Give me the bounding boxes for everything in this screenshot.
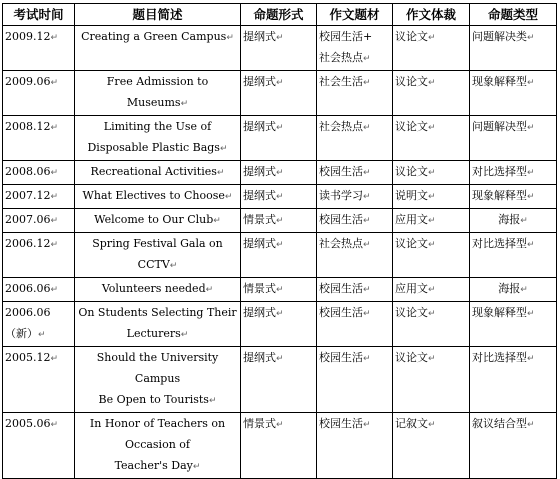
material-line bbox=[319, 185, 390, 208]
title-line bbox=[77, 116, 238, 137]
cell-type bbox=[470, 71, 557, 116]
date-text: 2009.06 bbox=[5, 75, 51, 88]
cell-title bbox=[75, 413, 241, 479]
cell-form bbox=[241, 185, 317, 209]
paragraph-mark: ↵ bbox=[428, 216, 436, 226]
cell-title bbox=[75, 209, 241, 233]
cell-form bbox=[241, 209, 317, 233]
paragraph-mark: ↵ bbox=[527, 78, 535, 88]
cell-material bbox=[317, 278, 393, 302]
cell-date bbox=[3, 116, 75, 161]
material-text: 校园生活 bbox=[319, 351, 363, 364]
header-date: 考试时间 bbox=[3, 4, 75, 26]
paragraph-mark: ↵ bbox=[527, 309, 535, 319]
genre-text: 应用文 bbox=[395, 213, 428, 226]
type-text: 问题解决类 bbox=[472, 30, 527, 43]
paragraph-mark: ↵ bbox=[50, 240, 59, 250]
paragraph-mark: ↵ bbox=[527, 420, 535, 430]
material-text: 社会热点 bbox=[319, 237, 363, 250]
date-text: 2008.06 bbox=[5, 165, 51, 178]
genre-text: 议论文 bbox=[395, 75, 428, 88]
title-line bbox=[77, 254, 238, 277]
form-text: 提纲式 bbox=[243, 75, 276, 88]
paragraph-mark: ↵ bbox=[50, 285, 59, 295]
type-text: 叙议结合型 bbox=[472, 417, 527, 430]
cell-type bbox=[470, 116, 557, 161]
cell-type bbox=[470, 209, 557, 233]
title-text: Creating a Green Campus bbox=[81, 30, 227, 43]
genre-text: 议论文 bbox=[395, 237, 428, 250]
material-text: 校园生活 bbox=[319, 417, 363, 430]
header-type: 命题类型 bbox=[470, 4, 557, 26]
paragraph-mark: ↵ bbox=[50, 168, 59, 178]
title-line bbox=[77, 413, 238, 434]
paragraph-mark: ↵ bbox=[50, 78, 59, 88]
cell-title bbox=[75, 185, 241, 209]
type-text: 海报 bbox=[498, 282, 521, 295]
cell-genre bbox=[393, 278, 470, 302]
cell-form bbox=[241, 116, 317, 161]
title-text: What Electives to Choose bbox=[82, 189, 225, 202]
title-text: Volunteers needed bbox=[101, 282, 206, 295]
table-body bbox=[3, 26, 557, 479]
title-text: CCTV bbox=[137, 258, 170, 271]
paragraph-mark: ↵ bbox=[216, 168, 225, 178]
date-text: 2008.12 bbox=[5, 120, 51, 133]
date-text: 2006.06 bbox=[5, 282, 51, 295]
genre-text: 记叙文 bbox=[395, 417, 428, 430]
cell-form bbox=[241, 71, 317, 116]
cell-date bbox=[3, 413, 75, 479]
form-text: 情景式 bbox=[243, 282, 276, 295]
title-line bbox=[77, 434, 238, 455]
table-row bbox=[3, 161, 557, 185]
type-text: 对比选择型 bbox=[472, 237, 527, 250]
paragraph-mark: ↵ bbox=[219, 144, 228, 154]
material-text: 校园生活 bbox=[319, 306, 363, 319]
title-line bbox=[77, 137, 238, 160]
cell-genre bbox=[393, 161, 470, 185]
cell-form bbox=[241, 26, 317, 71]
header-form: 命题形式 bbox=[241, 4, 317, 26]
material-line bbox=[319, 233, 390, 256]
title-line bbox=[77, 278, 238, 301]
cell-material bbox=[317, 413, 393, 479]
material-text: 社会热点 bbox=[319, 120, 363, 133]
date-text: 2005.12 bbox=[5, 351, 51, 364]
material-line bbox=[319, 116, 390, 139]
paragraph-mark: ↵ bbox=[527, 123, 535, 133]
table-row bbox=[3, 347, 557, 413]
cell-genre bbox=[393, 302, 470, 347]
title-line bbox=[77, 368, 238, 389]
material-text: 校园生活 bbox=[319, 213, 363, 226]
type-text: 现象解释型 bbox=[472, 189, 527, 202]
paragraph-mark: ↵ bbox=[180, 330, 189, 340]
title-line bbox=[77, 185, 238, 208]
cell-genre bbox=[393, 26, 470, 71]
header-title: 题目简述 bbox=[75, 4, 241, 26]
paragraph-mark: ↵ bbox=[363, 78, 371, 88]
paragraph-mark: ↵ bbox=[363, 354, 371, 364]
paragraph-mark: ↵ bbox=[192, 462, 201, 472]
table-row bbox=[3, 413, 557, 479]
paragraph-mark: ↵ bbox=[428, 33, 436, 43]
cell-genre bbox=[393, 71, 470, 116]
cell-date bbox=[3, 347, 75, 413]
table-row bbox=[3, 302, 557, 347]
exam-topics-table bbox=[2, 3, 557, 479]
paragraph-mark: ↵ bbox=[428, 168, 436, 178]
cell-material bbox=[317, 233, 393, 278]
paragraph-mark: ↵ bbox=[428, 240, 436, 250]
paragraph-mark: ↵ bbox=[527, 240, 535, 250]
type-text: 问题解决型 bbox=[472, 120, 527, 133]
paragraph-mark: ↵ bbox=[527, 168, 535, 178]
paragraph-mark: ↵ bbox=[363, 54, 371, 64]
paragraph-mark: ↵ bbox=[50, 216, 59, 226]
material-text: 校园生活+ bbox=[319, 30, 373, 43]
material-text: 读书学习 bbox=[319, 189, 363, 202]
title-text: Teacher's Day bbox=[114, 459, 193, 472]
paragraph-mark: ↵ bbox=[276, 123, 284, 133]
title-text: Be Open to Tourists bbox=[98, 393, 209, 406]
cell-date bbox=[3, 209, 75, 233]
title-text: Disposable Plastic Bags bbox=[87, 141, 220, 154]
title-text: Campus bbox=[134, 372, 181, 385]
material-text: 社会热点 bbox=[319, 51, 363, 64]
cell-date bbox=[3, 71, 75, 116]
paragraph-mark: ↵ bbox=[363, 240, 371, 250]
cell-date bbox=[3, 26, 75, 71]
cell-form bbox=[241, 413, 317, 479]
paragraph-mark: ↵ bbox=[276, 192, 284, 202]
genre-text: 应用文 bbox=[395, 282, 428, 295]
material-line bbox=[319, 209, 390, 232]
cell-type bbox=[470, 347, 557, 413]
date-text: 2005.06 bbox=[5, 417, 51, 430]
paragraph-mark: ↵ bbox=[276, 33, 284, 43]
cell-genre bbox=[393, 185, 470, 209]
form-text: 提纲式 bbox=[243, 306, 276, 319]
title-line bbox=[77, 26, 238, 49]
title-line bbox=[77, 323, 238, 346]
paragraph-mark: ↵ bbox=[205, 285, 214, 295]
table-row bbox=[3, 116, 557, 161]
paragraph-mark: ↵ bbox=[428, 309, 436, 319]
table-row bbox=[3, 185, 557, 209]
genre-text: 议论文 bbox=[395, 306, 428, 319]
cell-genre bbox=[393, 209, 470, 233]
cell-material bbox=[317, 185, 393, 209]
date-text: 2009.12 bbox=[5, 30, 51, 43]
paragraph-mark: ↵ bbox=[50, 354, 59, 364]
cell-genre bbox=[393, 116, 470, 161]
cell-title bbox=[75, 161, 241, 185]
genre-text: 议论文 bbox=[395, 351, 428, 364]
cell-genre bbox=[393, 413, 470, 479]
cell-title bbox=[75, 71, 241, 116]
cell-type bbox=[470, 302, 557, 347]
material-line bbox=[319, 161, 390, 184]
genre-text: 议论文 bbox=[395, 165, 428, 178]
paragraph-mark: ↵ bbox=[527, 33, 535, 43]
cell-date bbox=[3, 278, 75, 302]
paragraph-mark: ↵ bbox=[276, 78, 284, 88]
genre-text: 说明文 bbox=[395, 189, 428, 202]
paragraph-mark: ↵ bbox=[428, 420, 436, 430]
paragraph-mark: ↵ bbox=[276, 240, 284, 250]
paragraph-mark: ↵ bbox=[276, 216, 284, 226]
paragraph-mark: ↵ bbox=[527, 354, 535, 364]
date-text: 2007.06 bbox=[5, 213, 51, 226]
paragraph-mark: ↵ bbox=[363, 285, 371, 295]
title-line bbox=[77, 233, 238, 254]
header-row bbox=[3, 4, 557, 26]
form-text: 情景式 bbox=[243, 213, 276, 226]
title-text: Limiting the Use of bbox=[103, 120, 212, 133]
paragraph-mark: ↵ bbox=[363, 216, 371, 226]
material-text: 校园生活 bbox=[319, 165, 363, 178]
type-text: 现象解释型 bbox=[472, 306, 527, 319]
cell-material bbox=[317, 71, 393, 116]
form-text: 提纲式 bbox=[243, 165, 276, 178]
cell-title bbox=[75, 116, 241, 161]
paragraph-mark: ↵ bbox=[520, 285, 528, 295]
material-text: 校园生活 bbox=[319, 282, 363, 295]
cell-title bbox=[75, 347, 241, 413]
date-text: 2007.12 bbox=[5, 189, 51, 202]
cell-genre bbox=[393, 347, 470, 413]
paragraph-mark: ↵ bbox=[276, 309, 284, 319]
title-text: Occasion of bbox=[125, 438, 190, 451]
paragraph-mark: ↵ bbox=[363, 309, 371, 319]
paragraph-mark: ↵ bbox=[50, 123, 59, 133]
paragraph-mark: ↵ bbox=[520, 216, 528, 226]
paragraph-mark: ↵ bbox=[276, 285, 284, 295]
type-text: 海报 bbox=[498, 213, 521, 226]
paragraph-mark: ↵ bbox=[224, 192, 233, 202]
title-line bbox=[77, 455, 238, 478]
title-text: Lecturers bbox=[126, 327, 181, 340]
material-line bbox=[319, 47, 390, 70]
cell-title bbox=[75, 233, 241, 278]
paragraph-mark: ↵ bbox=[169, 261, 178, 271]
cell-type bbox=[470, 161, 557, 185]
title-text: Spring Festival Gala on bbox=[92, 237, 223, 250]
material-line bbox=[319, 347, 390, 370]
date-text: 2006.06 （新） bbox=[5, 306, 51, 340]
cell-date bbox=[3, 185, 75, 209]
form-text: 提纲式 bbox=[243, 189, 276, 202]
title-text: In Honor of Teachers on bbox=[89, 417, 226, 430]
genre-text: 议论文 bbox=[395, 30, 428, 43]
paragraph-mark: ↵ bbox=[363, 168, 371, 178]
paragraph-mark: ↵ bbox=[276, 354, 284, 364]
material-line bbox=[319, 413, 390, 436]
paragraph-mark: ↵ bbox=[50, 192, 59, 202]
paragraph-mark: ↵ bbox=[226, 33, 234, 43]
paragraph-mark: ↵ bbox=[276, 168, 284, 178]
cell-form bbox=[241, 302, 317, 347]
material-line bbox=[319, 278, 390, 301]
cell-material bbox=[317, 26, 393, 71]
table-row bbox=[3, 278, 557, 302]
form-text: 提纲式 bbox=[243, 237, 276, 250]
material-text: 社会生活 bbox=[319, 75, 363, 88]
paragraph-mark: ↵ bbox=[180, 99, 189, 109]
cell-form bbox=[241, 233, 317, 278]
title-line bbox=[77, 389, 238, 412]
cell-material bbox=[317, 116, 393, 161]
cell-type bbox=[470, 413, 557, 479]
cell-type bbox=[470, 233, 557, 278]
title-text: Free Admission to Museums bbox=[106, 75, 209, 109]
cell-material bbox=[317, 209, 393, 233]
paragraph-mark: ↵ bbox=[428, 192, 436, 202]
paragraph-mark: ↵ bbox=[428, 354, 436, 364]
cell-date bbox=[3, 233, 75, 278]
title-text: On Students Selecting Their bbox=[78, 306, 237, 319]
paragraph-mark: ↵ bbox=[428, 78, 436, 88]
title-text: Recreational Activities bbox=[90, 165, 217, 178]
cell-type bbox=[470, 26, 557, 71]
type-text: 现象解释型 bbox=[472, 75, 527, 88]
paragraph-mark: ↵ bbox=[363, 123, 371, 133]
table-row bbox=[3, 71, 557, 116]
paragraph-mark: ↵ bbox=[428, 123, 436, 133]
cell-type bbox=[470, 278, 557, 302]
material-line bbox=[319, 26, 390, 47]
paragraph-mark: ↵ bbox=[527, 192, 535, 202]
cell-material bbox=[317, 302, 393, 347]
cell-type bbox=[470, 185, 557, 209]
cell-title bbox=[75, 278, 241, 302]
paragraph-mark: ↵ bbox=[276, 420, 284, 430]
paragraph-mark: ↵ bbox=[50, 33, 59, 43]
date-text: 2006.12 bbox=[5, 237, 51, 250]
cell-date bbox=[3, 302, 75, 347]
form-text: 情景式 bbox=[243, 417, 276, 430]
form-text: 提纲式 bbox=[243, 120, 276, 133]
title-text: Welcome to Our Club bbox=[94, 213, 214, 226]
cell-material bbox=[317, 347, 393, 413]
material-line bbox=[319, 71, 390, 94]
title-line bbox=[77, 302, 238, 323]
form-text: 提纲式 bbox=[243, 30, 276, 43]
cell-title bbox=[75, 26, 241, 71]
header-genre: 作文体裁 bbox=[393, 4, 470, 26]
title-line bbox=[77, 71, 238, 115]
type-text: 对比选择型 bbox=[472, 351, 527, 364]
title-line bbox=[77, 209, 238, 232]
paragraph-mark: ↵ bbox=[208, 396, 217, 406]
cell-form bbox=[241, 278, 317, 302]
paragraph-mark: ↵ bbox=[213, 216, 221, 226]
genre-text: 议论文 bbox=[395, 120, 428, 133]
cell-title bbox=[75, 302, 241, 347]
type-text: 对比选择型 bbox=[472, 165, 527, 178]
table-row bbox=[3, 26, 557, 71]
cell-form bbox=[241, 347, 317, 413]
cell-date bbox=[3, 161, 75, 185]
title-line bbox=[77, 161, 238, 184]
paragraph-mark: ↵ bbox=[363, 420, 371, 430]
material-line bbox=[319, 302, 390, 325]
title-line bbox=[77, 347, 238, 368]
paragraph-mark: ↵ bbox=[50, 420, 59, 430]
header-material: 作文题材 bbox=[317, 4, 393, 26]
cell-material bbox=[317, 161, 393, 185]
form-text: 提纲式 bbox=[243, 351, 276, 364]
title-text: Should the University bbox=[96, 351, 219, 364]
cell-form bbox=[241, 161, 317, 185]
cell-genre bbox=[393, 233, 470, 278]
paragraph-mark: ↵ bbox=[363, 192, 371, 202]
paragraph-mark: ↵ bbox=[38, 330, 46, 340]
table-row bbox=[3, 233, 557, 278]
table-row bbox=[3, 209, 557, 233]
paragraph-mark: ↵ bbox=[428, 285, 436, 295]
